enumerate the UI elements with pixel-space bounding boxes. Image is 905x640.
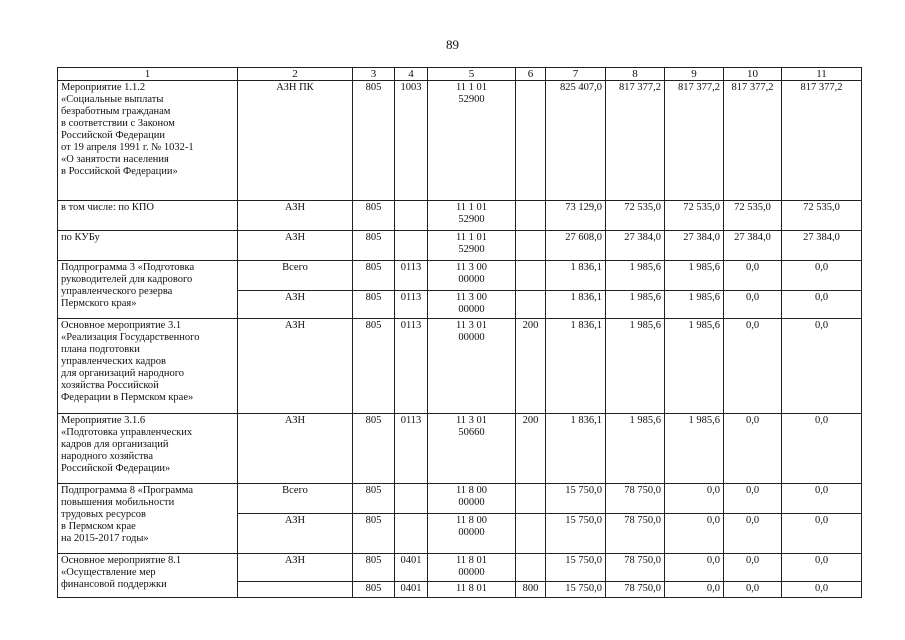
column-number-row — [58, 68, 862, 81]
amount-col8-cell: 1 985,6 — [606, 319, 665, 414]
column-number-1: 1 — [58, 68, 238, 81]
item-name-cell: Мероприятие 1.1.2 «Социальные выплаты безработным гражданам в соответствии с Законом Российской Федерации от 19 апреля 1991 г. № 1032-1 «О занятости населения в Российской Федерации» — [58, 81, 238, 201]
executor-cell — [238, 582, 353, 598]
amount-col10-cell: 0,0 — [724, 319, 782, 414]
item-name-cell: Мероприятие 3.1.6 «Подготовка управленческих кадров для организаций народного хозяйства Российской Федерации» — [58, 414, 238, 484]
amount-col9-cell: 72 535,0 — [665, 201, 724, 231]
item-name-cell: Основное мероприятие 3.1 «Реализация Государственного плана подготовки управленческих кадров для организаций народного хозяйства Российской Федерации в Пермском крае» — [58, 319, 238, 414]
amount-col8-cell: 78 750,0 — [606, 554, 665, 582]
amount-col8-cell: 78 750,0 — [606, 582, 665, 598]
table-row — [58, 554, 862, 582]
expense-type-cell — [516, 201, 546, 231]
expense-type-cell: 200 — [516, 319, 546, 414]
table-row — [58, 261, 862, 291]
target-article-cell: 11 8 00 00000 — [428, 514, 516, 554]
ministry-code-cell: 805 — [353, 319, 395, 414]
target-article-cell: 11 1 01 52900 — [428, 81, 516, 201]
target-article-cell: 11 1 01 52900 — [428, 201, 516, 231]
section-code-cell: 0113 — [395, 319, 428, 414]
amount-col9-cell: 1 985,6 — [665, 261, 724, 291]
ministry-code-cell: 805 — [353, 201, 395, 231]
amount-col11-cell: 0,0 — [782, 554, 862, 582]
amount-col10-cell: 0,0 — [724, 414, 782, 484]
amount-col7-cell: 825 407,0 — [546, 81, 606, 201]
column-number-4: 4 — [395, 68, 428, 81]
amount-col7-cell: 27 608,0 — [546, 231, 606, 261]
table-row — [58, 81, 862, 201]
column-number-6: 6 — [516, 68, 546, 81]
item-name-cell: Подпрограмма 3 «Подготовка руководителей для кадрового управленческого резерва Пермского края» — [58, 261, 238, 319]
amount-col9-cell: 1 985,6 — [665, 414, 724, 484]
amount-col7-cell: 1 836,1 — [546, 291, 606, 319]
amount-col8-cell: 817 377,2 — [606, 81, 665, 201]
section-code-cell: 0401 — [395, 582, 428, 598]
expense-type-cell: 800 — [516, 582, 546, 598]
amount-col9-cell: 1 985,6 — [665, 291, 724, 319]
item-name-cell: Основное мероприятие 8.1 «Осуществление мер финансовой поддержки — [58, 554, 238, 598]
budget-table — [57, 67, 862, 598]
amount-col9-cell: 1 985,6 — [665, 319, 724, 414]
amount-col11-cell: 0,0 — [782, 514, 862, 554]
section-code-cell: 1003 — [395, 81, 428, 201]
ministry-code-cell: 805 — [353, 514, 395, 554]
table-row — [58, 231, 862, 261]
section-code-cell — [395, 201, 428, 231]
amount-col10-cell: 0,0 — [724, 554, 782, 582]
amount-col8-cell: 1 985,6 — [606, 414, 665, 484]
executor-cell: АЗН ПК — [238, 81, 353, 201]
table-row — [58, 201, 862, 231]
item-name-cell: Подпрограмма 8 «Программа повышения мобильности трудовых ресурсов в Пермском крае на 2015-2017 годы» — [58, 484, 238, 554]
target-article-cell: 11 8 01 — [428, 582, 516, 598]
amount-col9-cell: 0,0 — [665, 484, 724, 514]
amount-col7-cell: 15 750,0 — [546, 514, 606, 554]
ministry-code-cell: 805 — [353, 554, 395, 582]
column-number-2: 2 — [238, 68, 353, 81]
amount-col9-cell: 0,0 — [665, 554, 724, 582]
target-article-cell: 11 3 01 00000 — [428, 319, 516, 414]
amount-col8-cell: 27 384,0 — [606, 231, 665, 261]
executor-cell: АЗН — [238, 554, 353, 582]
column-number-5: 5 — [428, 68, 516, 81]
amount-col11-cell: 0,0 — [782, 414, 862, 484]
ministry-code-cell: 805 — [353, 414, 395, 484]
amount-col10-cell: 817 377,2 — [724, 81, 782, 201]
amount-col8-cell: 72 535,0 — [606, 201, 665, 231]
amount-col10-cell: 0,0 — [724, 582, 782, 598]
amount-col11-cell: 817 377,2 — [782, 81, 862, 201]
executor-cell: АЗН — [238, 201, 353, 231]
column-number-7: 7 — [546, 68, 606, 81]
column-number-10: 10 — [724, 68, 782, 81]
expense-type-cell — [516, 484, 546, 514]
amount-col7-cell: 1 836,1 — [546, 414, 606, 484]
amount-col10-cell: 0,0 — [724, 484, 782, 514]
amount-col9-cell: 817 377,2 — [665, 81, 724, 201]
target-article-cell: 11 3 01 50660 — [428, 414, 516, 484]
executor-cell: Всего — [238, 484, 353, 514]
column-number-8: 8 — [606, 68, 665, 81]
amount-col8-cell: 78 750,0 — [606, 514, 665, 554]
section-code-cell — [395, 514, 428, 554]
item-name-cell: в том числе: по КПО — [58, 201, 238, 231]
amount-col8-cell: 78 750,0 — [606, 484, 665, 514]
page-number: 89 — [446, 37, 459, 52]
section-code-cell: 0113 — [395, 291, 428, 319]
target-article-cell: 11 3 00 00000 — [428, 261, 516, 291]
amount-col10-cell: 0,0 — [724, 514, 782, 554]
executor-cell: АЗН — [238, 514, 353, 554]
amount-col10-cell: 27 384,0 — [724, 231, 782, 261]
executor-cell: АЗН — [238, 231, 353, 261]
ministry-code-cell: 805 — [353, 261, 395, 291]
amount-col9-cell: 0,0 — [665, 514, 724, 554]
executor-cell: АЗН — [238, 319, 353, 414]
executor-cell: Всего — [238, 261, 353, 291]
expense-type-cell — [516, 514, 546, 554]
amount-col10-cell: 0,0 — [724, 291, 782, 319]
column-number-11: 11 — [782, 68, 862, 81]
executor-cell: АЗН — [238, 414, 353, 484]
amount-col10-cell: 72 535,0 — [724, 201, 782, 231]
section-code-cell: 0401 — [395, 554, 428, 582]
amount-col11-cell: 0,0 — [782, 582, 862, 598]
amount-col7-cell: 15 750,0 — [546, 582, 606, 598]
section-code-cell — [395, 484, 428, 514]
ministry-code-cell: 805 — [353, 582, 395, 598]
amount-col11-cell: 27 384,0 — [782, 231, 862, 261]
amount-col7-cell: 15 750,0 — [546, 554, 606, 582]
amount-col8-cell: 1 985,6 — [606, 291, 665, 319]
amount-col11-cell: 0,0 — [782, 261, 862, 291]
section-code-cell — [395, 231, 428, 261]
item-name-cell: по КУБу — [58, 231, 238, 261]
table-row — [58, 414, 862, 484]
table-row — [58, 484, 862, 514]
amount-col7-cell: 1 836,1 — [546, 319, 606, 414]
target-article-cell: 11 1 01 52900 — [428, 231, 516, 261]
ministry-code-cell: 805 — [353, 81, 395, 201]
target-article-cell: 11 8 00 00000 — [428, 484, 516, 514]
amount-col10-cell: 0,0 — [724, 261, 782, 291]
target-article-cell: 11 3 00 00000 — [428, 291, 516, 319]
amount-col11-cell: 0,0 — [782, 319, 862, 414]
amount-col7-cell: 73 129,0 — [546, 201, 606, 231]
amount-col7-cell: 1 836,1 — [546, 261, 606, 291]
column-number-3: 3 — [353, 68, 395, 81]
ministry-code-cell: 805 — [353, 291, 395, 319]
expense-type-cell — [516, 261, 546, 291]
table-row — [58, 319, 862, 414]
ministry-code-cell: 805 — [353, 484, 395, 514]
amount-col11-cell: 0,0 — [782, 484, 862, 514]
ministry-code-cell: 805 — [353, 231, 395, 261]
amount-col9-cell: 27 384,0 — [665, 231, 724, 261]
expense-type-cell — [516, 231, 546, 261]
expense-type-cell: 200 — [516, 414, 546, 484]
expense-type-cell — [516, 81, 546, 201]
amount-col7-cell: 15 750,0 — [546, 484, 606, 514]
executor-cell: АЗН — [238, 291, 353, 319]
section-code-cell: 0113 — [395, 414, 428, 484]
target-article-cell: 11 8 01 00000 — [428, 554, 516, 582]
amount-col9-cell: 0,0 — [665, 582, 724, 598]
amount-col8-cell: 1 985,6 — [606, 261, 665, 291]
expense-type-cell — [516, 291, 546, 319]
amount-col11-cell: 72 535,0 — [782, 201, 862, 231]
expense-type-cell — [516, 554, 546, 582]
section-code-cell: 0113 — [395, 261, 428, 291]
column-number-9: 9 — [665, 68, 724, 81]
amount-col11-cell: 0,0 — [782, 291, 862, 319]
